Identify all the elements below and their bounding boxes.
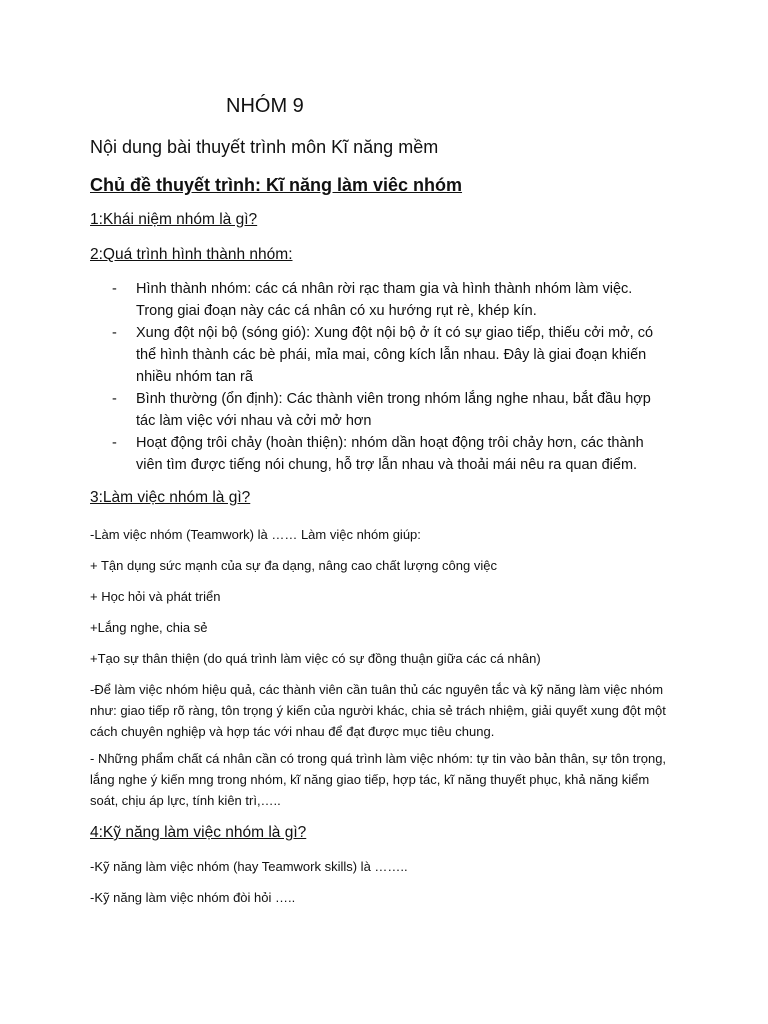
section-heading-1: 1:Khái niệm nhóm là gì? [90,211,258,228]
team-formation-stages-list [112,278,672,476]
presentation-topic: Chủ đề thuyết trình: Kĩ năng làm viêc nhóm [90,175,463,195]
section-heading-2: 2:Quá trình hình thành nhóm: [90,246,293,263]
paragraph: -Làm việc nhóm (Teamwork) là …… Làm việc nhóm giúp: [90,527,421,542]
paragraph: -Kỹ năng làm việc nhóm (hay Teamwork skills) là …….. [90,859,408,874]
paragraph: +Tạo sự thân thiện (do quá trình làm việc có sự đồng thuận giữa các cá nhân) [90,651,541,666]
paragraph: +Lắng nghe, chia sẻ [90,620,208,635]
section-heading-4: 4:Kỹ năng làm việc nhóm là gì? [90,824,307,841]
document-subtitle: Nội dung bài thuyết trình môn Kĩ năng mềm [90,137,439,157]
paragraph: -Kỹ năng làm việc nhóm đòi hỏi ….. [90,890,296,905]
list-item: - Xung đột nội bộ (sóng gió): Xung đột nội bộ ở ít có sự giao tiếp, thiếu cởi mở, có thể hình thành các bè phái, mỉa mai, công kích lẫn nhau. Đây là giai đoạn khiến nhiều nhóm tan rã [112,322,672,388]
paragraph: + Học hỏi và phát triển [90,589,221,604]
paragraph: + Tận dụng sức mạnh của sự đa dạng, nâng cao chất lượng công việc [90,558,497,573]
paragraph: -Để làm việc nhóm hiệu quả, các thành viên cần tuân thủ các nguyên tắc và kỹ năng làm việc nhóm như: giao tiếp rõ ràng, tôn trọng ý kiến của người khác, chia sẻ trách nhiệm, giải quyết xung đột một cách chuyên nghiệp và hợp tác với nhau để đạt được mục tiêu chung. [90,682,666,739]
paragraph: - Những phẩm chất cá nhân cần có trong quá trình làm việc nhóm: tự tin vào bản thân, sự tôn trọng, lắng nghe ý kiến mng trong nhóm, kĩ năng giao tiếp, hợp tác, kĩ năng thuyết phục, khả năng kiểm soát, chịu áp lực, tính kiên trì,….. [90,751,667,808]
list-item: - Hình thành nhóm: các cá nhân rời rạc tham gia và hình thành nhóm làm việc. Trong giai đoạn này các cá nhân có xu hướng rụt rè, khép kín. [112,278,672,322]
list-item: - Hoạt động trôi chảy (hoàn thiện): nhóm dần hoạt động trôi chảy hơn, các thành viên tìm được tiếng nói chung, hỗ trợ lẫn nhau và thoải mái nêu ra quan điểm. [112,432,672,476]
document-title: NHÓM 9 [226,95,304,117]
list-item: - Bình thường (ổn định): Các thành viên trong nhóm lắng nghe nhau, bắt đầu hợp tác làm việc với nhau và cởi mở hơn [112,388,672,432]
section-heading-3: 3:Làm việc nhóm là gì? [90,489,251,506]
